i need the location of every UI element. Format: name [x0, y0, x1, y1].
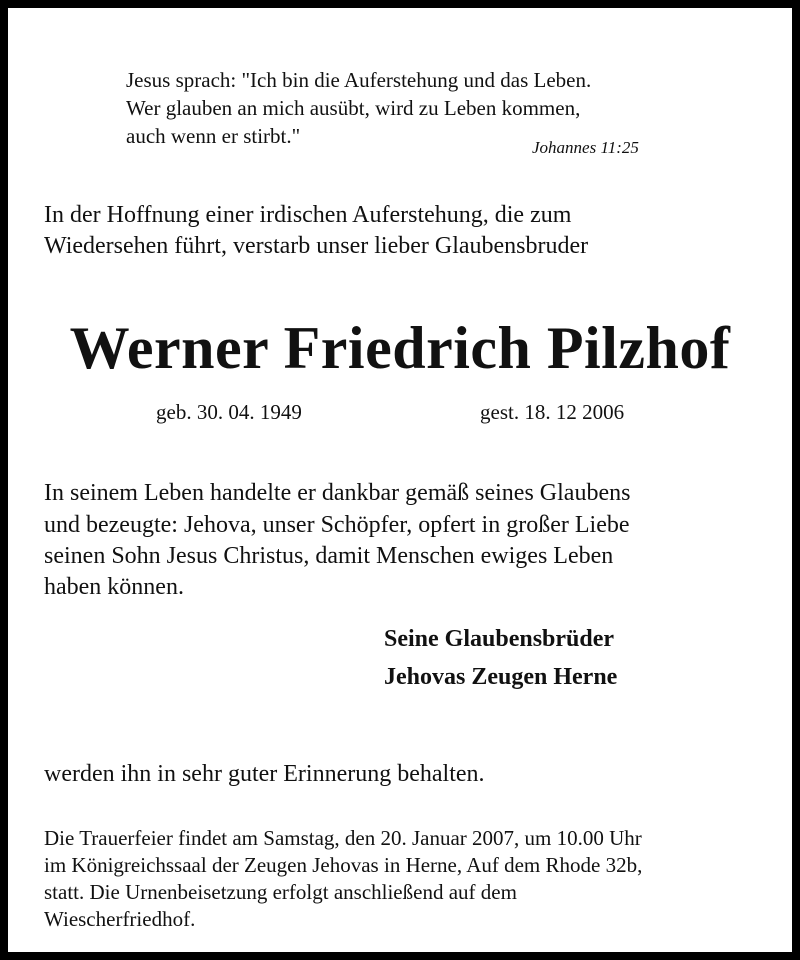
service-line: im Königreichssaal der Zeugen Jehovas in Herne, Auf dem Rhode 32b, — [44, 853, 643, 877]
service-line: statt. Die Urnenbeisetzung erfolgt anschließend auf dem — [44, 880, 517, 904]
signature-line: Jehovas Zeugen Herne — [384, 664, 618, 690]
intro-line: In der Hoffnung einer irdischen Auferstehung, die zum — [44, 202, 572, 228]
verse-citation: Johannes 11:25 — [532, 138, 639, 157]
life-line: seinen Sohn Jesus Christus, damit Menschen ewiges Leben — [44, 543, 614, 569]
signature-line: Seine Glaubensbrüder — [384, 626, 615, 652]
verse-line: Jesus sprach: "Ich bin die Auferstehung und das Leben. — [126, 68, 592, 92]
remembrance-text: werden ihn in sehr guter Erinnerung behalten. — [44, 761, 485, 787]
birth-date: geb. 30. 04. 1949 — [156, 400, 302, 424]
death-date: gest. 18. 12 2006 — [480, 400, 625, 424]
life-line: In seinem Leben handelte er dankbar gemäß seines Glaubens — [44, 480, 631, 506]
life-line: haben können. — [44, 574, 184, 600]
life-line: und bezeugte: Jehova, unser Schöpfer, opfert in großer Liebe — [44, 512, 630, 538]
service-line: Die Trauerfeier findet am Samstag, den 20. Januar 2007, um 10.00 Uhr — [44, 826, 642, 850]
deceased-name: Werner Friedrich Pilzhof — [69, 315, 731, 381]
service-line: Wiescherfriedhof. — [44, 907, 196, 931]
verse-line: Wer glauben an mich ausübt, wird zu Leben kommen, — [126, 96, 581, 120]
intro-line: Wiedersehen führt, verstarb unser lieber Glaubensbruder — [44, 233, 589, 259]
verse-line: auch wenn er stirbt." — [126, 124, 301, 148]
